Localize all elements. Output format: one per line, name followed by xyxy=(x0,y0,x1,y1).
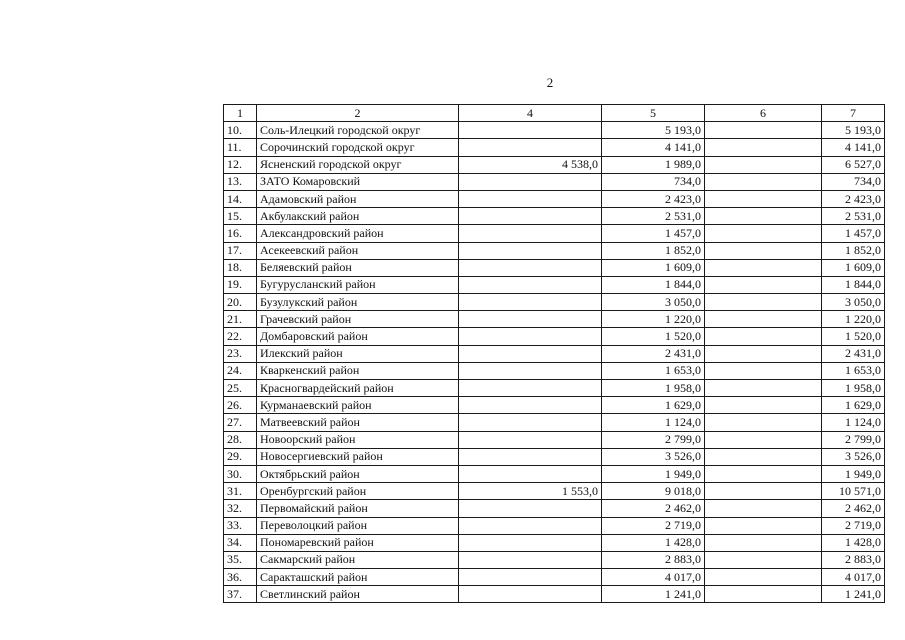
district-name-cell: Асекеевский район xyxy=(257,242,459,259)
value-col-5-cell: 1 428,0 xyxy=(602,534,705,551)
value-col-5-cell: 4 017,0 xyxy=(602,569,705,586)
table-body xyxy=(224,105,885,603)
table-row xyxy=(224,139,885,156)
district-name-cell: Переволоцкий район xyxy=(257,517,459,534)
value-col-6-cell xyxy=(705,276,822,293)
value-col-6-cell xyxy=(705,500,822,517)
district-name-cell: Адамовский район xyxy=(257,190,459,207)
row-number-cell: 11. xyxy=(224,139,257,156)
value-col-6-cell xyxy=(705,397,822,414)
value-col-5-cell: 1 609,0 xyxy=(602,259,705,276)
district-name-cell: Пономаревский район xyxy=(257,534,459,551)
row-number-cell: 24. xyxy=(224,362,257,379)
value-col-6-cell xyxy=(705,483,822,500)
value-col-6-cell xyxy=(705,242,822,259)
value-col-5-cell: 2 883,0 xyxy=(602,551,705,568)
district-name-cell: Акбулакский район xyxy=(257,208,459,225)
district-name-cell: Грачевский район xyxy=(257,311,459,328)
table-row xyxy=(224,380,885,397)
table-row xyxy=(224,414,885,431)
district-name-cell: Ясненский городской округ xyxy=(257,156,459,173)
value-col-6-cell xyxy=(705,586,822,603)
district-name-cell: Курманаевский район xyxy=(257,397,459,414)
total-col-7-cell: 1 609,0 xyxy=(822,259,885,276)
value-col-5-cell: 1 124,0 xyxy=(602,414,705,431)
value-col-4-cell xyxy=(459,242,602,259)
row-number-cell: 27. xyxy=(224,414,257,431)
value-col-6-cell xyxy=(705,465,822,482)
district-name-cell: Матвеевский район xyxy=(257,414,459,431)
row-number-cell: 29. xyxy=(224,448,257,465)
value-col-5-cell: 3 526,0 xyxy=(602,448,705,465)
district-name-cell: Светлинский район xyxy=(257,586,459,603)
value-col-5-cell: 1 989,0 xyxy=(602,156,705,173)
value-col-4-cell xyxy=(459,122,602,139)
value-col-5-cell: 1 852,0 xyxy=(602,242,705,259)
value-col-5-cell: 2 719,0 xyxy=(602,517,705,534)
value-col-4-cell xyxy=(459,431,602,448)
row-number-cell: 20. xyxy=(224,294,257,311)
row-number-cell: 30. xyxy=(224,465,257,482)
row-number-cell: 28. xyxy=(224,431,257,448)
row-number-cell: 23. xyxy=(224,345,257,362)
total-col-7-cell: 2 719,0 xyxy=(822,517,885,534)
value-col-4-cell xyxy=(459,397,602,414)
row-number-cell: 16. xyxy=(224,225,257,242)
value-col-5-cell: 2 431,0 xyxy=(602,345,705,362)
header-cell-col-1: 1 xyxy=(224,105,257,122)
district-name-cell: Новосергиевский район xyxy=(257,448,459,465)
total-col-7-cell: 1 457,0 xyxy=(822,225,885,242)
value-col-4-cell: 1 553,0 xyxy=(459,483,602,500)
value-col-5-cell: 4 141,0 xyxy=(602,139,705,156)
value-col-6-cell xyxy=(705,173,822,190)
district-name-cell: Кваркенский район xyxy=(257,362,459,379)
total-col-7-cell: 1 852,0 xyxy=(822,242,885,259)
table-row xyxy=(224,551,885,568)
value-col-6-cell xyxy=(705,551,822,568)
district-name-cell: Бузулукский район xyxy=(257,294,459,311)
total-col-7-cell: 2 431,0 xyxy=(822,345,885,362)
value-col-6-cell xyxy=(705,294,822,311)
value-col-6-cell xyxy=(705,534,822,551)
value-col-4-cell xyxy=(459,551,602,568)
table-row xyxy=(224,311,885,328)
row-number-cell: 15. xyxy=(224,208,257,225)
value-col-4-cell xyxy=(459,380,602,397)
row-number-cell: 22. xyxy=(224,328,257,345)
value-col-4-cell: 4 538,0 xyxy=(459,156,602,173)
value-col-4-cell xyxy=(459,173,602,190)
total-col-7-cell: 2 799,0 xyxy=(822,431,885,448)
data-table xyxy=(223,104,885,603)
district-name-cell: Александровский район xyxy=(257,225,459,242)
row-number-cell: 31. xyxy=(224,483,257,500)
value-col-5-cell: 1 949,0 xyxy=(602,465,705,482)
row-number-cell: 21. xyxy=(224,311,257,328)
value-col-6-cell xyxy=(705,311,822,328)
header-cell-col-2: 2 xyxy=(257,105,459,122)
table-row xyxy=(224,448,885,465)
district-name-cell: Беляевский район xyxy=(257,259,459,276)
value-col-4-cell xyxy=(459,139,602,156)
value-col-4-cell xyxy=(459,225,602,242)
total-col-7-cell: 3 526,0 xyxy=(822,448,885,465)
district-name-cell: Саракташский район xyxy=(257,569,459,586)
value-col-4-cell xyxy=(459,517,602,534)
district-name-cell: Красногвардейский район xyxy=(257,380,459,397)
page-number: 2 xyxy=(546,75,554,90)
district-name-cell: Соль-Илецкий городской округ xyxy=(257,122,459,139)
total-col-7-cell: 5 193,0 xyxy=(822,122,885,139)
value-col-6-cell xyxy=(705,414,822,431)
table-row xyxy=(224,190,885,207)
table-row xyxy=(224,242,885,259)
value-col-4-cell xyxy=(459,448,602,465)
total-col-7-cell: 734,0 xyxy=(822,173,885,190)
table-row xyxy=(224,517,885,534)
value-col-6-cell xyxy=(705,431,822,448)
value-col-5-cell: 1 653,0 xyxy=(602,362,705,379)
row-number-cell: 32. xyxy=(224,500,257,517)
table-row xyxy=(224,397,885,414)
row-number-cell: 33. xyxy=(224,517,257,534)
header-cell-col-7: 7 xyxy=(822,105,885,122)
value-col-5-cell: 5 193,0 xyxy=(602,122,705,139)
total-col-7-cell: 2 883,0 xyxy=(822,551,885,568)
value-col-4-cell xyxy=(459,190,602,207)
value-col-5-cell: 734,0 xyxy=(602,173,705,190)
value-col-6-cell xyxy=(705,345,822,362)
table-row xyxy=(224,225,885,242)
district-name-cell: Оренбургский район xyxy=(257,483,459,500)
table-row xyxy=(224,483,885,500)
table-row xyxy=(224,328,885,345)
value-col-5-cell: 2 799,0 xyxy=(602,431,705,448)
row-number-cell: 35. xyxy=(224,551,257,568)
value-col-5-cell: 1 220,0 xyxy=(602,311,705,328)
value-col-4-cell xyxy=(459,500,602,517)
value-col-4-cell xyxy=(459,586,602,603)
total-col-7-cell: 10 571,0 xyxy=(822,483,885,500)
value-col-6-cell xyxy=(705,569,822,586)
total-col-7-cell: 6 527,0 xyxy=(822,156,885,173)
value-col-5-cell: 1 241,0 xyxy=(602,586,705,603)
value-col-6-cell xyxy=(705,139,822,156)
table-row xyxy=(224,500,885,517)
district-name-cell: Первомайский район xyxy=(257,500,459,517)
district-name-cell: Новоорский район xyxy=(257,431,459,448)
value-col-4-cell xyxy=(459,259,602,276)
table-row xyxy=(224,208,885,225)
value-col-5-cell: 2 531,0 xyxy=(602,208,705,225)
row-number-cell: 14. xyxy=(224,190,257,207)
total-col-7-cell: 2 423,0 xyxy=(822,190,885,207)
table-row xyxy=(224,534,885,551)
value-col-6-cell xyxy=(705,517,822,534)
value-col-4-cell xyxy=(459,414,602,431)
value-col-6-cell xyxy=(705,190,822,207)
value-col-5-cell: 2 462,0 xyxy=(602,500,705,517)
value-col-5-cell: 1 520,0 xyxy=(602,328,705,345)
district-name-cell: Сорочинский городской округ xyxy=(257,139,459,156)
value-col-4-cell xyxy=(459,362,602,379)
value-col-4-cell xyxy=(459,534,602,551)
total-col-7-cell: 1 958,0 xyxy=(822,380,885,397)
total-col-7-cell: 1 629,0 xyxy=(822,397,885,414)
table-row xyxy=(224,431,885,448)
table-row xyxy=(224,586,885,603)
value-col-5-cell: 1 629,0 xyxy=(602,397,705,414)
total-col-7-cell: 1 241,0 xyxy=(822,586,885,603)
value-col-6-cell xyxy=(705,328,822,345)
value-col-4-cell xyxy=(459,345,602,362)
total-col-7-cell: 4 017,0 xyxy=(822,569,885,586)
total-col-7-cell: 1 653,0 xyxy=(822,362,885,379)
table-header-row xyxy=(224,105,885,122)
header-cell-col-6: 6 xyxy=(705,105,822,122)
row-number-cell: 10. xyxy=(224,122,257,139)
value-col-6-cell xyxy=(705,259,822,276)
value-col-6-cell xyxy=(705,448,822,465)
row-number-cell: 18. xyxy=(224,259,257,276)
total-col-7-cell: 2 462,0 xyxy=(822,500,885,517)
value-col-4-cell xyxy=(459,328,602,345)
value-col-5-cell: 9 018,0 xyxy=(602,483,705,500)
value-col-6-cell xyxy=(705,122,822,139)
district-name-cell: Илекский район xyxy=(257,345,459,362)
value-col-4-cell xyxy=(459,208,602,225)
table-row xyxy=(224,569,885,586)
row-number-cell: 19. xyxy=(224,276,257,293)
total-col-7-cell: 1 124,0 xyxy=(822,414,885,431)
row-number-cell: 25. xyxy=(224,380,257,397)
value-col-5-cell: 1 457,0 xyxy=(602,225,705,242)
value-col-6-cell xyxy=(705,362,822,379)
table-row xyxy=(224,173,885,190)
header-cell-col-4: 4 xyxy=(459,105,602,122)
value-col-5-cell: 3 050,0 xyxy=(602,294,705,311)
header-cell-col-5: 5 xyxy=(602,105,705,122)
table-row xyxy=(224,259,885,276)
total-col-7-cell: 1 844,0 xyxy=(822,276,885,293)
value-col-5-cell: 1 958,0 xyxy=(602,380,705,397)
value-col-6-cell xyxy=(705,208,822,225)
total-col-7-cell: 1 428,0 xyxy=(822,534,885,551)
table-row xyxy=(224,362,885,379)
table-row xyxy=(224,122,885,139)
value-col-6-cell xyxy=(705,380,822,397)
total-col-7-cell: 1 220,0 xyxy=(822,311,885,328)
table-row xyxy=(224,156,885,173)
value-col-5-cell: 1 844,0 xyxy=(602,276,705,293)
value-col-4-cell xyxy=(459,311,602,328)
row-number-cell: 34. xyxy=(224,534,257,551)
district-name-cell: Домбаровский район xyxy=(257,328,459,345)
row-number-cell: 17. xyxy=(224,242,257,259)
row-number-cell: 13. xyxy=(224,173,257,190)
table-row xyxy=(224,276,885,293)
value-col-6-cell xyxy=(705,156,822,173)
total-col-7-cell: 4 141,0 xyxy=(822,139,885,156)
district-name-cell: Бугурусланский район xyxy=(257,276,459,293)
value-col-5-cell: 2 423,0 xyxy=(602,190,705,207)
district-name-cell: Сакмарский район xyxy=(257,551,459,568)
row-number-cell: 36. xyxy=(224,569,257,586)
table-row xyxy=(224,345,885,362)
value-col-4-cell xyxy=(459,294,602,311)
total-col-7-cell: 3 050,0 xyxy=(822,294,885,311)
row-number-cell: 26. xyxy=(224,397,257,414)
table-row xyxy=(224,294,885,311)
value-col-4-cell xyxy=(459,276,602,293)
value-col-6-cell xyxy=(705,225,822,242)
total-col-7-cell: 2 531,0 xyxy=(822,208,885,225)
row-number-cell: 37. xyxy=(224,586,257,603)
total-col-7-cell: 1 949,0 xyxy=(822,465,885,482)
value-col-4-cell xyxy=(459,465,602,482)
table-row xyxy=(224,465,885,482)
district-name-cell: Октябрьский район xyxy=(257,465,459,482)
total-col-7-cell: 1 520,0 xyxy=(822,328,885,345)
row-number-cell: 12. xyxy=(224,156,257,173)
value-col-4-cell xyxy=(459,569,602,586)
district-name-cell: ЗАТО Комаровский xyxy=(257,173,459,190)
